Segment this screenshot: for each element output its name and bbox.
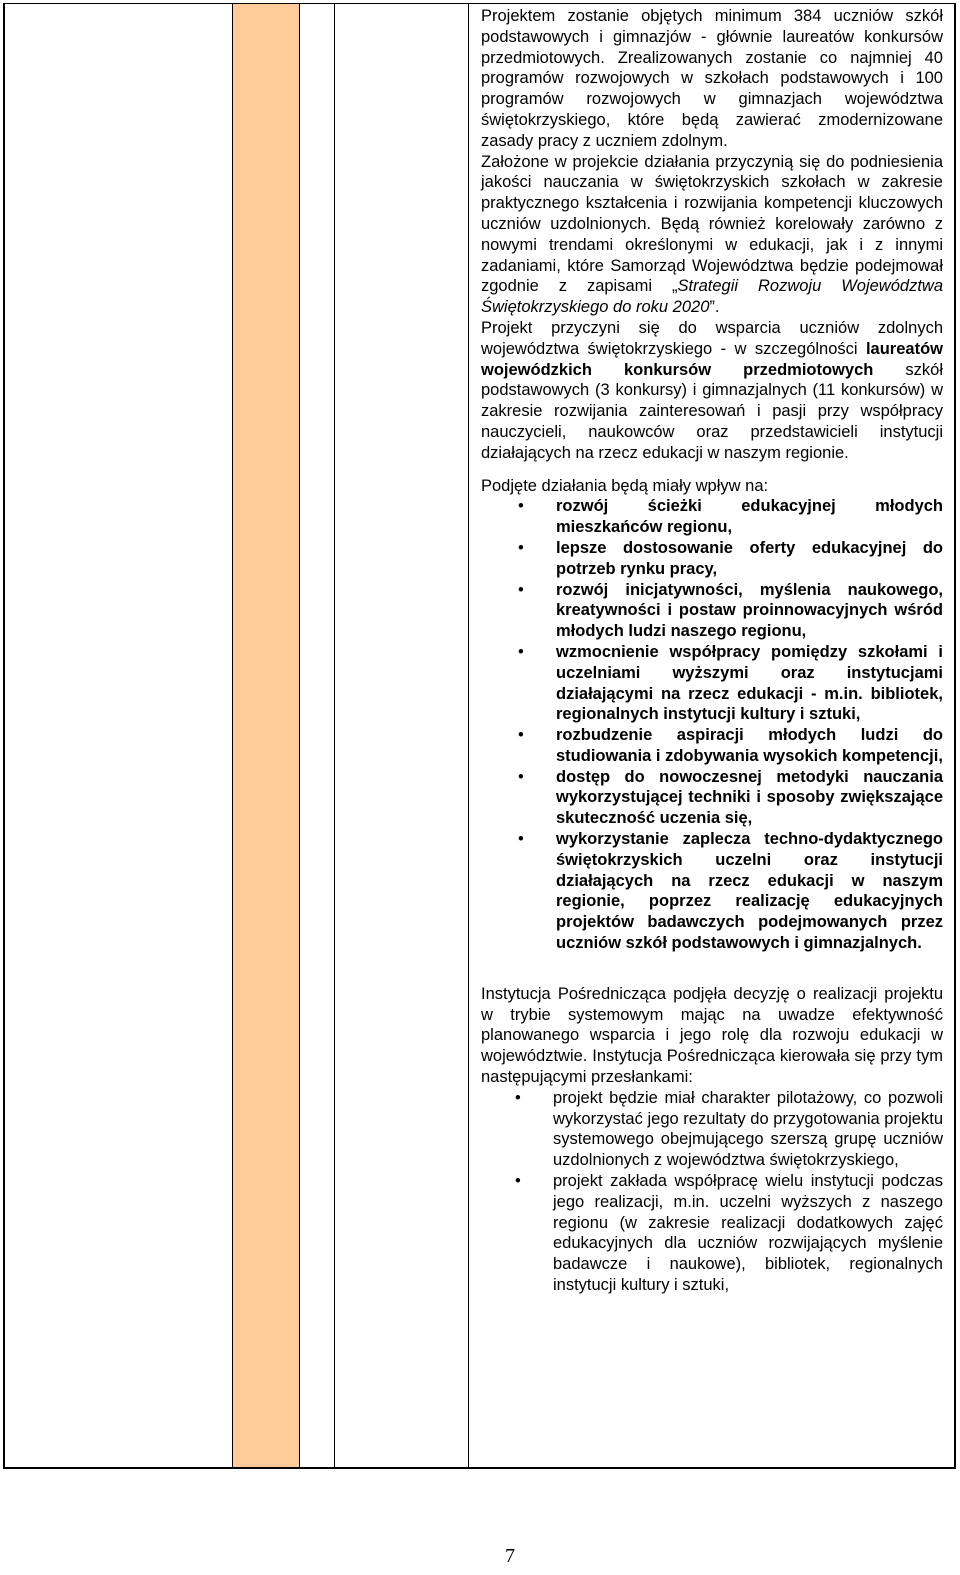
content-cell — [481, 6, 943, 1296]
list-item: • lepsze dostosowanie oferty edukacyjnej do potrzeb rynku pracy, — [518, 538, 943, 578]
bullet-icon: • — [518, 538, 524, 557]
bullet-icon: • — [518, 580, 524, 599]
paragraph-support-end: szkół podstawowych (3 konkursy) i gimnazjalnych (11 konkursów) w zakresie rozwijania zainteresowań i pasji przy współpracy nauczycieli, naukowców oraz przedstawicieli instytucji działających na rzecz edukacji w naszym regionie. — [481, 360, 943, 462]
table-column-1 — [3, 4, 232, 1467]
list-item: • rozwój ścieżki edukacyjnej młodych mieszkańców regionu, — [518, 497, 943, 537]
bullet-icon: • — [515, 1088, 521, 1107]
strategy-title: Strategii Rozwoju Województwa Świętokrzyskiego do roku 2020 — [481, 277, 943, 317]
list-item: • dostęp do nowoczesnej metodyki nauczania wykorzystującej techniki i sposoby zwiększające skuteczność uczenia się, — [518, 767, 943, 828]
paragraph-strategy-end: ”. — [709, 298, 720, 317]
impact-intro: Podjęte działania będą miały wpływ na: — [481, 476, 769, 495]
list-item: • rozwój inicjatywności, myślenia naukowego, kreatywności i postaw proinnowacyjnych wśród młodych ludzi naszego regionu, — [518, 580, 943, 641]
paragraph-support-start: Projekt przyczyni się do wsparcia uczniów zdolnych województwa świętokrzyskiego - w szczególności — [481, 318, 943, 358]
list-item: • projekt będzie miał charakter pilotażowy, co pozwoli wykorzystać jego rezultaty do przygotowania projektu systemowego obejmującego szerszą grupę uczniów uzdolnionych z województwa świętokrzyskiego, — [515, 1088, 943, 1170]
paragraph-strategy — [481, 152, 943, 318]
table-column-3 — [300, 4, 335, 1467]
impact-list — [481, 496, 943, 954]
list-item: • wzmocnienie współpracy pomiędzy szkołami i uczelniami wyższymi oraz instytucjami działającymi na rzecz edukacji - m.in. bibliotek, regionalnych instytucji kultury i sztuki, — [518, 642, 943, 724]
table-column-highlighted — [232, 4, 300, 1467]
bullet-icon: • — [518, 726, 524, 745]
bullet-icon: • — [515, 1172, 521, 1191]
premises-list — [481, 1088, 943, 1296]
paragraph-participants: Projektem zostanie objętych minimum 384 uczniów szkół podstawowych i gimnazjów - głównie laureatów konkursów przedmiotowych. Zrealizowanych zostanie co najmniej 40 programów rozwojowych w szkołach podstawowych i 100 programów rozwojowych w gimnazjach województwa świętokrzyskiego, które będą zawierać zmodernizowane zasady pracy z uczniem zdolnym. — [481, 7, 943, 150]
bullet-icon: • — [518, 642, 524, 661]
paragraph-strategy-text: Założone w projekcie działania przyczynią się do podniesienia jakości nauczania w świętokrzyskich szkołach w zakresie praktycznego kształcenia i rozwijania kompetencji kluczowych uczniów uzdolnionych. Będą również korelowały zarówno z nowymi trendami określonymi w edukacji, jak i z innymi zadaniami, które Samorząd Województwa będzie podejmował zgodnie z zapisami „ — [481, 152, 943, 296]
list-item: • rozbudzenie aspiracji młodych ludzi do studiowania i zdobywania wysokich kompetencji, — [518, 726, 943, 765]
table-column-4 — [335, 4, 469, 1467]
list-item: • wykorzystanie zaplecza techno-dydaktycznego świętokrzyskich uczelni oraz instytucji działających na rzecz edukacji w naszym regionie, poprzez realizację edukacyjnych projektów badawczych podejmowanych przez uczniów szkół podstawowych i gimnazjalnych. — [518, 830, 943, 953]
bullet-icon: • — [518, 767, 524, 786]
bullet-icon: • — [518, 830, 524, 849]
list-item: • projekt zakłada współpracę wielu instytucji podczas jego realizacji, m.in. uczelni wyższych z naszego regionu (w zakresie realizacji dodatkowych zajęć edukacyjnych dla uczniów rozwijających myślenie badawcze i naukowe), bibliotek, regionalnych instytucji kultury i sztuki, — [515, 1172, 943, 1295]
paragraph-institution: Instytucja Pośrednicząca podjęła decyzję o realizacji projektu w trybie systemowym mając na uwadze efektywność planowanego wsparcia i jego rolę dla rozwoju edukacji w województwie. Instytucja Pośrednicząca kierowała się przy tym następującymi przesłankami: — [481, 984, 943, 1087]
paragraph-support — [481, 318, 943, 464]
page-number: 7 — [505, 1545, 515, 1567]
paragraph-support-bold: laureatów wojewódzkich konkursów przedmiotowych — [481, 339, 943, 379]
bullet-icon: • — [518, 497, 524, 516]
